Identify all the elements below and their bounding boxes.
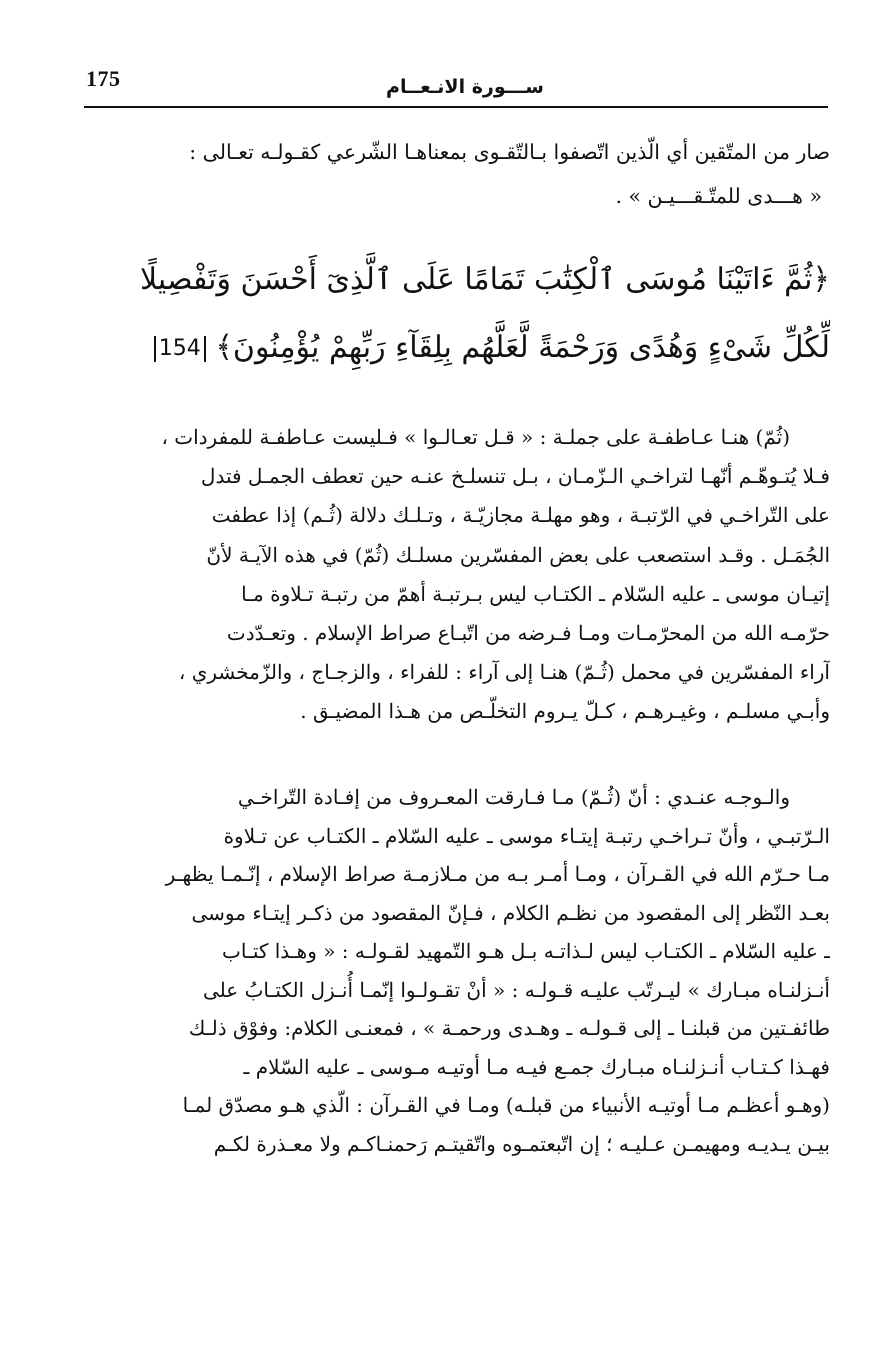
- paragraph-line: بعـد النّظر إلى المقصود من نظـم الكلام ، فـإنّ المقصود من ذكـر إيتـاء موسى: [191, 900, 830, 925]
- intro-line: صار من المتّقين أي الّذين اتّصفوا بـالتّقـوى بمعناهـا الشّرعي كقـولـه تعـالى :: [189, 140, 830, 164]
- paragraph-line: الجُمَـل . وقـد استصعب على بعض المفسّرين مسلـك (ثُمّ) في هذه الآيـة لأنّ: [206, 542, 830, 567]
- paragraph-line: والـوجـه عنـدي : أنّ (ثُـمّ) مـا فـارقت المعـروف من إفـادة التّراخـي: [237, 785, 790, 809]
- quran-verse: [78, 246, 830, 382]
- commentary-paragraph-2: [78, 778, 830, 1163]
- verse-line: [78, 314, 830, 382]
- paragraph-line: ـ عليه السّلام ـ الكتـاب ليس لـذاتـه بـل هـو التّمهيد لقـولـه : « وهـذا كتـاب: [222, 939, 830, 963]
- paragraph-line: (ثُمّ) هنـا عـاطفـة على جملـة : « قـل تعـالـوا » فـليست عـاطفـة للمفردات ،: [161, 425, 790, 449]
- paragraph-line: طائفـتين من قبلنـا ـ إلى قـولـه ـ وهـدى ورحمـة » ، فمعنـى الكلام: وفوْق ذلـك: [188, 1016, 830, 1040]
- intro-paragraph: [78, 130, 830, 218]
- running-head: ســـورة الانـعــام: [386, 76, 544, 98]
- paragraph-line: مـا حـرّم الله في القـرآن ، ومـا أمـر بـه من مـلازمـة صراط الإسلام ، إنّـمـا يظهـر: [165, 862, 830, 886]
- paragraph-line: وأبـي مسلـم ، وغيـرهـم ، كـلّ يـروم التخلّـص من هـذا المضيـق .: [300, 699, 830, 724]
- page-number: 175: [86, 66, 121, 91]
- intro-line: « هـــدى للمتّـقـــيـن » .: [615, 184, 822, 208]
- verse-line-text: لِّكُلِّ شَىْءٍ وَهُدًى وَرَحْمَةً لَّعَلَّهُم بِلِقَآءِ رَبِّهِمْ يُؤْمِنُونَ﴾: [215, 330, 830, 365]
- paragraph-line: (وهـو أعظـم مـا أوتيـه الأنبياء من قبلـه) ومـا في القـرآن : الّذي هـو مصدّق لمـا: [182, 1093, 830, 1117]
- paragraph-line: بيـن يـديـه ومهيمـن عـليـه ؛ إن اتّبعتمـوه واتّقيتـم رَحمنـاكـم ولا معـذرة لكـم: [213, 1131, 830, 1156]
- paragraph-line: الـرّتبـي ، وأنّ تـراخـي رتبـة إيتـاء موسى ـ عليه السّلام ـ الكتـاب عن تـلاوة: [223, 823, 830, 848]
- paragraph-line: فـلا يُتـوهّـم أنّهـا لتراخـي الـزّمـان ، بـل تنسلـخ عنـه حين تعطف الجمـل فتدل: [200, 464, 830, 489]
- paragraph-line: آراء المفسّرين في محمل (ثُـمّ) هنـا إلى آراء : للفراء ، والزجـاج ، والزّمخشري ،: [178, 660, 830, 685]
- ayah-number: 154: [154, 336, 206, 362]
- commentary-paragraph-1: [78, 418, 830, 732]
- verse-line: ﴿ثُمَّ ءَاتَيْنَا مُوسَى ٱلْكِتَٰبَ تَمَامًا عَلَى ٱلَّذِىٓ أَحْسَنَ وَتَفْصِيلًا: [139, 262, 830, 297]
- paragraph-line: فهـذا كـتـاب أنـزلنـاه مبـارك جمـع فيـه مـا أوتيـه مـوسى ـ عليه السّلام ـ: [243, 1054, 830, 1079]
- paragraph-line: إتيـان موسى ـ عليه السّلام ـ الكتـاب ليس بـرتبـة أهمّ من رتبـة تـلاوة مـا: [241, 581, 830, 606]
- paragraph-line: أنـزلنـاه مبـارك » ليـرتّب عليـه قـولـه : « أنْ تقـولـوا إنّمـا أُنـزل الكتـابُ على: [203, 977, 830, 1002]
- paragraph-line: على التّراخـي في الرّتبـة ، وهو مهلـة مجازيّـة ، وتـلـك دلالة (ثُـم) إذا عطفت: [211, 503, 830, 528]
- header-divider: [84, 106, 828, 108]
- paragraph-line: حرّمـه الله من المحرّمـات ومـا فـرضه من اتّبـاع صراط الإسلام . وتعـدّدت: [226, 621, 830, 646]
